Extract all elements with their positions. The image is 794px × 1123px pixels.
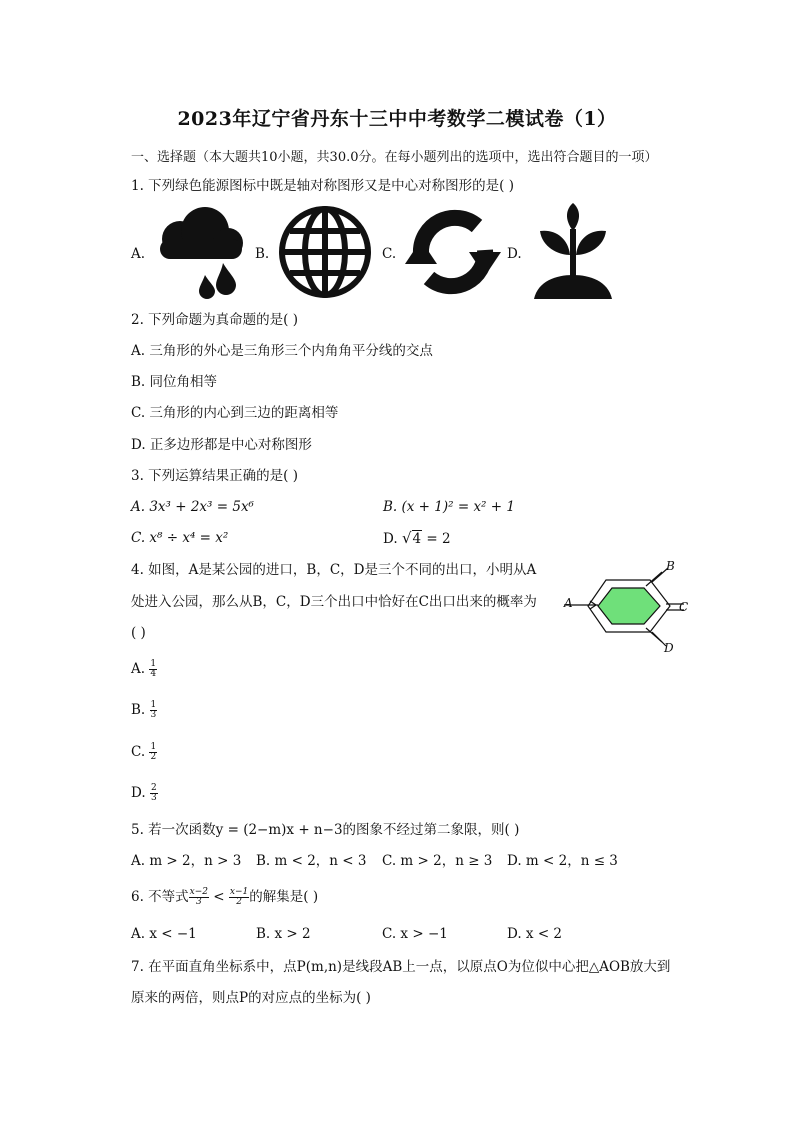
fraction [189, 888, 209, 907]
fraction [149, 660, 157, 679]
q2-option-a: A. 三角形的外心是三角形三个内角角平分线的交点 [131, 343, 433, 359]
q6-option-d: D. x < 2 [507, 926, 563, 942]
q1-label-b: B. [255, 246, 270, 262]
q6-option-b: B. x > 2 [256, 926, 311, 942]
q4-line2: 处进入公园，那么从B，C，D三个出口中恰好在C出口出来的概率为 [131, 594, 537, 610]
figure-label-d: D [664, 641, 674, 655]
q5-stem: 5. 若一次函数y = (2−m)x + n−3的图象不经过第二象限，则( ) [131, 822, 520, 838]
q2-option-b: B. 同位角相等 [131, 374, 218, 390]
q7-line1: 7. 在平面直角坐标系中，点P(m,n)是线段AB上一点，以原点O为位似中心把△AOB放大到 [131, 959, 671, 975]
q6-stem [131, 888, 318, 907]
q3-option-b: B. (x + 1)² = x² + 1 [383, 499, 515, 515]
recycle-arrows-icon [403, 206, 503, 298]
fraction [150, 784, 158, 803]
section-heading: 一、选择题（本大题共10小题，共30.0分。在每小题列出的选项中，选出符合题目的一项） [131, 150, 658, 165]
q3-option-d-radicand: 4 [412, 531, 422, 547]
q1-label-a: A. [131, 246, 146, 262]
q4-option-d [131, 784, 158, 803]
q5-option-b: B. m < 2，n < 3 [256, 853, 367, 869]
option-label: D. [131, 785, 146, 801]
q2-option-d: D. 正多边形都是中心对称图形 [131, 437, 312, 453]
q4-option-c [131, 743, 157, 762]
q4-option-b [131, 701, 157, 720]
fraction [150, 701, 158, 720]
q7-line2: 原来的两倍，则点P的对应点的坐标为( ) [131, 990, 371, 1006]
q4-line1: 4. 如图，A是某公园的进口，B，C，D是三个不同的出口，小明从A [131, 562, 537, 578]
denominator: 3 [150, 793, 157, 803]
denominator: 2 [150, 752, 157, 762]
numerator: 2 [150, 783, 157, 793]
q6-suffix: 的解集是( ) [249, 889, 319, 905]
park-hexagon [598, 588, 660, 624]
q2-stem: 2. 下列命题为真命题的是( ) [131, 312, 298, 328]
q2-option-c: C. 三角形的内心到三边的距离相等 [131, 405, 339, 421]
q6-prefix: 6. 不等式 [131, 889, 189, 905]
option-label: C. [131, 744, 146, 760]
globe-icon [278, 205, 372, 299]
q3-option-a: A. 3x³ + 2x³ = 5x⁶ [131, 499, 254, 515]
q4-line3: ( ) [131, 625, 146, 641]
figure-label-b: B [666, 559, 675, 573]
q5-option-a: A. m > 2，n > 3 [131, 853, 242, 869]
q5-option-c: C. m > 2，n ≥ 3 [382, 853, 493, 869]
option-label: A. [131, 661, 146, 677]
numerator: x−2 [189, 887, 209, 897]
q1-stem: 1. 下列绿色能源图标中既是轴对称图形又是中心对称图形的是( ) [131, 178, 514, 194]
rain-cloud-icon [150, 205, 245, 300]
q1-label-d: D. [507, 246, 522, 262]
figure-label-c: C [679, 600, 689, 614]
sprout-icon [530, 203, 616, 301]
q3-stem: 3. 下列运算结果正确的是( ) [131, 468, 298, 484]
numerator: 1 [150, 700, 157, 710]
q1-label-c: C. [382, 246, 397, 262]
q3-option-c: C. x⁸ ÷ x⁴ = x² [131, 530, 229, 546]
q6-option-a: A. x < −1 [131, 926, 197, 942]
numerator: 1 [150, 659, 157, 669]
numerator: x−1 [229, 887, 249, 897]
fraction [229, 888, 249, 907]
denominator: 2 [236, 897, 242, 907]
q3-option-d [383, 529, 451, 548]
less-than: < [209, 889, 229, 905]
denominator: 3 [150, 710, 157, 720]
option-label: B. [131, 702, 146, 718]
denominator: 3 [195, 897, 202, 907]
q4-option-a [131, 660, 157, 679]
page-title: 2023年辽宁省丹东十三中中考数学二模试卷（1） [177, 108, 617, 130]
denominator: 4 [150, 669, 157, 679]
q5-option-d: D. m < 2，n ≤ 3 [507, 853, 618, 869]
figure-label-a: A [564, 596, 573, 610]
fraction [149, 743, 157, 762]
q3-option-d-label: D. [383, 531, 402, 547]
q6-option-c: C. x > −1 [382, 926, 448, 942]
sqrt-sign: √ [401, 529, 412, 547]
q3-option-d-rest: = 2 [422, 531, 451, 547]
numerator: 1 [150, 742, 157, 752]
